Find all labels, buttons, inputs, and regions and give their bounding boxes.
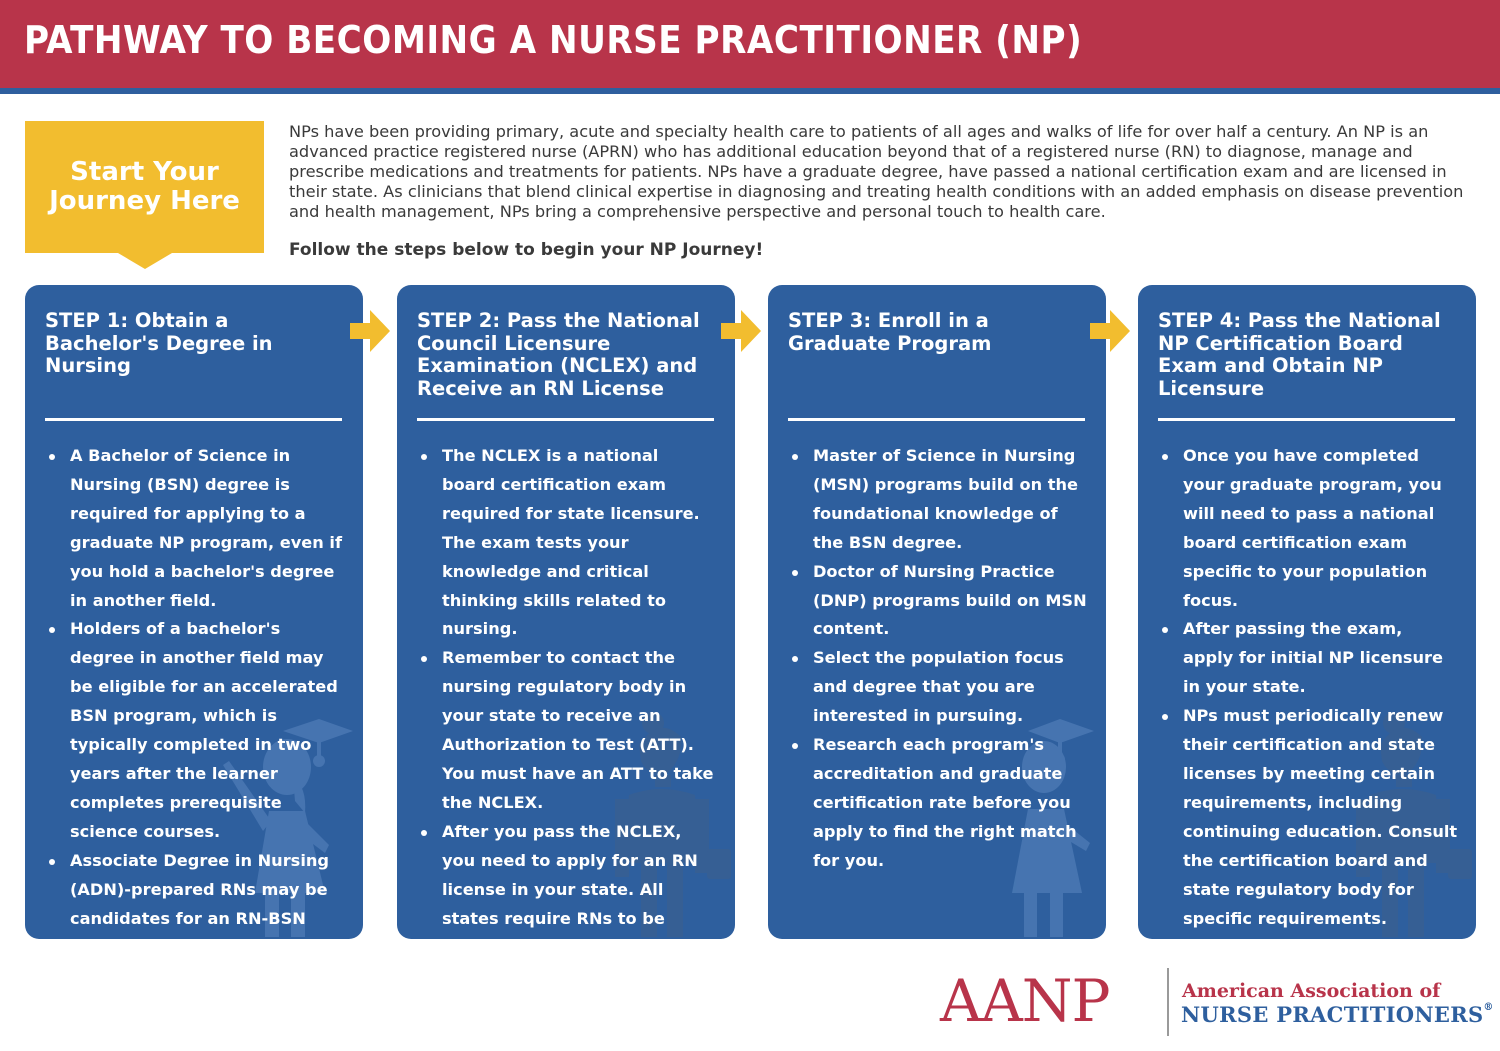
divider <box>417 418 714 421</box>
follow-steps-text: Follow the steps below to begin your NP Journey! <box>289 240 764 260</box>
start-journey-label: Start Your Journey Here <box>49 157 240 216</box>
logo-organization-name: NURSE PRACTITIONERS <box>1181 1002 1484 1027</box>
step-title: STEP 2: Pass the National Council Licensure Examination (NCLEX) and Receive an RN License <box>417 309 700 400</box>
step-bullet-list <box>1158 442 1458 933</box>
intro-paragraph: NPs have been providing primary, acute and specialty health care to patients of all ages and walks of life for over half a century. An NP is an advanced practice registered nurse (APRN) who has additional education beyond that of a registered nurse (RN) to diagnose, manage and prescribe medications and treatments for patients. NPs have a graduate degree, have passed a national certification exam and are licensed in their state. As clinicians that blend clinical expertise in diagnosing and treating health conditions with an added emphasis on disease prevention and health management, NPs bring a comprehensive perspective and personal touch to health care. <box>289 122 1464 221</box>
list-item: The NCLEX is a national board certification exam required for state licensure. The exam tests your knowledge and critical thinking skills related to nursing. <box>442 442 717 644</box>
step-title: STEP 4: Pass the National NP Certification Board Exam and Obtain NP Licensure <box>1158 309 1441 400</box>
logo-divider <box>1167 968 1169 1036</box>
divider <box>1158 418 1455 421</box>
list-item: Doctor of Nursing Practice (DNP) programs build on MSN content. <box>813 558 1088 645</box>
next-step-arrow-icon <box>1090 310 1130 352</box>
divider <box>45 418 342 421</box>
start-journey-callout <box>25 121 264 253</box>
list-item: Master of Science in Nursing (MSN) programs build on the foundational knowledge of the BSN degree. <box>813 442 1088 558</box>
list-item: Select the population focus and degree that you are interested in pursuing. <box>813 644 1088 731</box>
step-bullet-list <box>417 442 717 962</box>
aanp-logo-mark: AANP <box>940 967 1110 1035</box>
header-divider <box>0 88 1500 94</box>
list-item: Once you have completed your graduate program, you will need to pass a national board certification exam specific to your population focus. <box>1183 442 1458 615</box>
next-step-arrow-icon <box>721 310 761 352</box>
list-item: Remember to contact the nursing regulatory body in your state to receive an Authorization to Test (ATT). You must have an ATT to take the NCLEX. <box>442 644 717 817</box>
list-item: A Bachelor of Science in Nursing (BSN) degree is required for applying to a graduate NP program, even if you hold a bachelor's degree in another field. <box>70 442 345 615</box>
step-bullet-list <box>45 442 345 962</box>
step-card-1 <box>25 285 363 957</box>
step-card-2 <box>397 285 735 957</box>
logo-organization-line2 <box>1181 1002 1494 1027</box>
registered-mark: ® <box>1483 1002 1494 1013</box>
logo-organization-line1: American Association of <box>1182 980 1441 1002</box>
list-item: Holders of a bachelor's degree in another field may be eligible for an accelerated BSN program, which is typically completed in two years after the learner completes prerequisite science courses. <box>70 615 345 846</box>
next-step-arrow-icon <box>350 310 390 352</box>
step-title: STEP 3: Enroll in a Graduate Program <box>788 309 992 355</box>
list-item: NPs must periodically renew their certification and state licenses by meeting certain requirements, including continuing education. Consult the certification board and state regulatory body for specific requirements. <box>1183 702 1458 933</box>
callout-pointer <box>118 253 172 269</box>
list-item: Research each program's accreditation and graduate certification rate before you apply to find the right match for you. <box>813 731 1088 876</box>
step-card-3 <box>768 285 1106 939</box>
step-card-4 <box>1138 285 1476 939</box>
step-bullet-list <box>788 442 1088 876</box>
step-title: STEP 1: Obtain a Bachelor's Degree in Nursing <box>45 309 273 377</box>
list-item: After you pass the NCLEX, you need to apply for an RN license in your state. All states require RNs to be licensed. <box>442 818 717 963</box>
divider <box>788 418 1085 421</box>
list-item: Associate Degree in Nursing (ADN)-prepared RNs may be candidates for an RN-BSN program. <box>70 847 345 963</box>
list-item: After passing the exam, apply for initial NP licensure in your state. <box>1183 615 1458 702</box>
page-title: PATHWAY TO BECOMING A NURSE PRACTITIONER (NP) <box>24 18 1083 62</box>
